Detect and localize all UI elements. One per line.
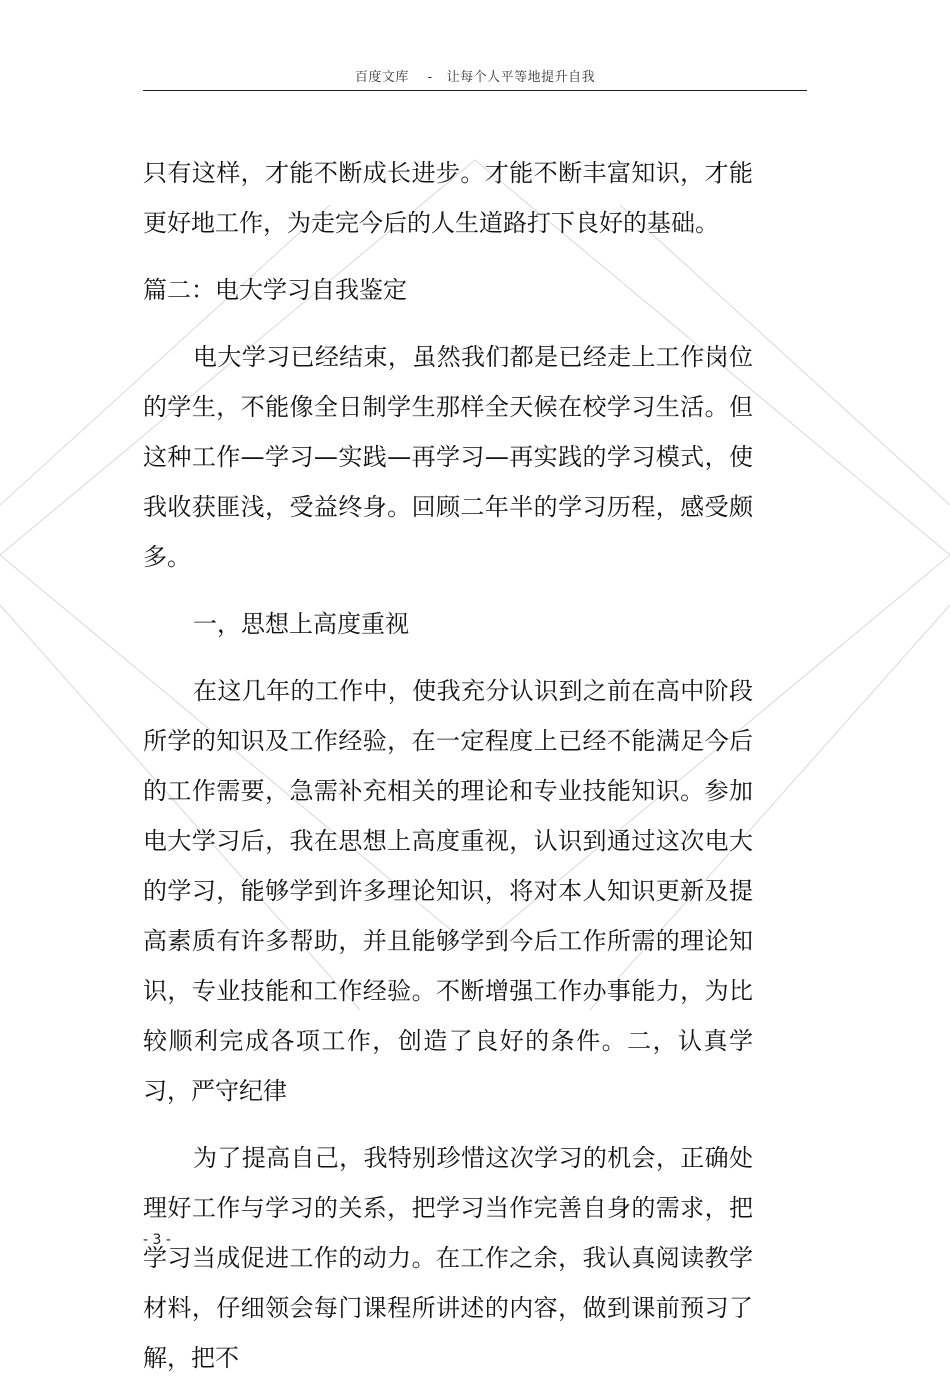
header-separator: -	[427, 70, 433, 85]
subsection-heading: 一，思想上高度重视	[193, 610, 409, 638]
section-title: 篇二：电大学习自我鉴定	[143, 276, 407, 304]
body-paragraph: 只有这样，才能不断成长进步。才能不断丰富知识，才能更好地工作，为走完今后的人生道路打下良好的基础。	[143, 159, 753, 237]
header-slogan: 让每个人平等地提升自我	[446, 70, 596, 85]
page-number: - 3 -	[143, 1232, 171, 1248]
header-divider	[143, 90, 807, 91]
body-paragraph: 电大学习已经结束，虽然我们都是已经走上工作岗位的学生，不能像全日制学生那样全天候在校学习生活。但这种工作—学习—实践—再学习—再实践的学习模式，使我收获匪浅，受益终身。回顾二年半的学习历程，感受颇多。	[143, 343, 753, 571]
body-paragraph: 在这几年的工作中，使我充分认识到之前在高中阶段所学的知识及工作经验，在一定程度上已经不能满足今后的工作需要，急需补充相关的理论和专业技能知识。参加电大学习后，我在思想上高度重视，认识到通过这次电大的学习，能够学到许多理论知识，将对本人知识更新及提高素质有许多帮助，并且能够学到今后工作所需的理论知识，专业技能和工作经验。不断增强工作办事能力，为比较顺利完成各项工作，创造了良好的条件。二，认真学习，严守纪律	[143, 677, 753, 1105]
document-body	[143, 148, 753, 1383]
header-site-name: 百度文库	[354, 70, 409, 85]
body-paragraph: 为了提高自己，我特别珍惜这次学习的机会，正确处理好工作与学习的关系，把学习当作完善自身的需求，把学习当成促进工作的动力。在工作之余，我认真阅读教学材料，仔细领会每门课程所讲述的内容，做到课前预习了解，把不	[143, 1144, 753, 1372]
page-header	[143, 66, 807, 85]
